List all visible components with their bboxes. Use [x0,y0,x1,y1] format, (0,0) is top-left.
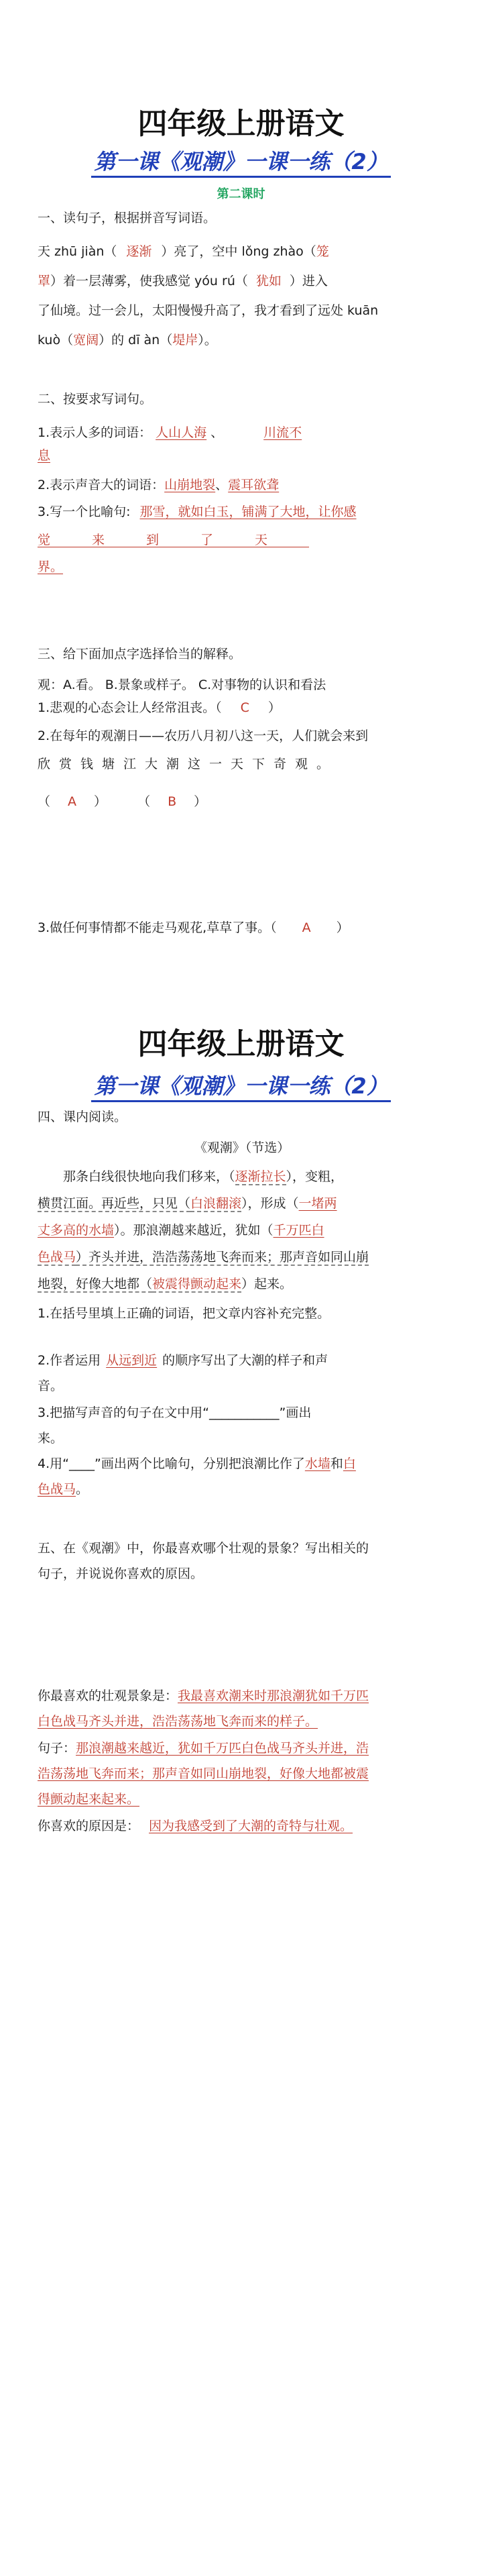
passage-text: ）。那浪潮越来越近，犹如（ [114,1223,274,1238]
answer-text: 千万匹白 [273,1223,324,1238]
lesson-subtitle-text: 第一课《观潮》一课一练（2） [91,149,390,178]
answer-text: 色战马 [38,1250,76,1265]
answer-text: 山崩地裂 [164,478,216,492]
q3-text: 3.做任何事情都不能走马观花,草草了事。（ [38,920,277,935]
q1-text: ）进入 [289,274,328,288]
answer-text: 逐渐 [126,244,152,259]
q5-sentence-c [38,1787,446,1811]
passage-line-4 [38,1245,446,1269]
answer-text: 浩荡荡地飞奔而来；那声音如同山崩地裂，好像大地都被震 [38,1766,369,1781]
q2-text: 1.表示人多的词语： [38,425,152,440]
q4-item-2 [38,1348,446,1373]
answer-text: 觉来到了天 [38,533,310,547]
q4-text: ”画出 [279,1405,312,1420]
passage-line-3 [38,1218,446,1242]
passage-line-2 [38,1191,446,1216]
q1-text: kuò（ [38,333,74,347]
page-title: 四年级上册语文 [137,1027,345,1061]
q2-text: 、 [215,478,229,492]
q4-text: 2.作者运用 [38,1353,101,1368]
q4-heading: 四、课内阅读。 [38,1110,127,1124]
answer-text: 息 [38,448,51,463]
session-label: 第二课时 [217,187,265,201]
answer-text: 人山人海 [156,425,207,440]
q3-text: 1.悲观的心态会让人经常沮丧。（ [38,700,222,715]
worksheet-page-2 [0,1006,482,2576]
passage-line-1 [38,1165,446,1189]
answer-text: 因为我感受到了大潮的奇特与壮观。 [149,1819,353,1833]
q4-item-3 [38,1401,446,1425]
q4-text: 4.用“____”画出两个比喻句，分别把浪潮比作了 [38,1456,305,1471]
answer-text: 白 [343,1456,356,1471]
answer-text: B [168,794,177,809]
lesson-subtitle [0,145,482,176]
worksheet-page-1 [0,0,482,1006]
q2-heading: 二、按要求写词句。 [38,392,153,407]
q3-heading: 三、给下面加点字选择恰当的解释。 [38,647,242,661]
q3-item-2: 2.在每年的观潮日——农历八月初八这一天，人们就会来到 [38,729,369,743]
q3-options: 观：A.看。 B.景象或样子。 C.对事物的认识和看法 [38,678,326,692]
q2-text: 2.表示声音大的词语： [38,478,165,492]
q4-item-4b [38,1477,446,1501]
passage-line-5 [38,1272,446,1296]
answer-text: C [240,700,249,715]
q3-item-2-answers: （ A ） （ B ） [38,794,207,809]
answer-text: 笼 [316,244,329,259]
answer-text: 我最喜欢潮来时那浪潮犹如千万匹 [178,1688,369,1703]
answer-text: 白色战马齐头并进，浩浩荡荡地飞奔而来的样子。 [38,1714,318,1729]
q4-text: 3.把描写声音的句子在文中用“ [38,1405,209,1420]
q3-text: ） [267,700,281,715]
q3-item-2b: 欣赏钱塘江大潮这一天下奇观。 [38,757,339,771]
passage-text: 地裂，好像大地都（ [38,1277,153,1291]
answer-text: 被震得颤动起来 [152,1277,242,1291]
answer-text: 丈多高的水墙 [38,1223,115,1238]
answer-text: 震耳欲聋 [228,478,280,492]
q3-text: ） [336,920,349,935]
q4-text: 。 [76,1482,89,1497]
q2-line-3c [38,557,446,577]
q1-heading: 一、读句子，根据拼音写词语。 [38,211,217,225]
q5-scene [38,1684,446,1708]
passage-text: ），形成（ [241,1196,299,1211]
answer-text: 宽阔 [73,333,99,347]
q3-item-1 [38,698,446,718]
q4-item-4 [38,1452,446,1476]
answer-text: 川流不 [263,425,302,440]
answer-text: 逐渐拉长 [235,1169,286,1184]
passage-title: 《观潮》（节选） [194,1140,290,1155]
q5-label: 你喜欢的原因是： [38,1819,140,1833]
q5-heading: 五、在《观潮》中，你最喜欢哪个壮观的景象？写出相关的 [38,1541,369,1556]
q5-sentence [38,1736,446,1760]
q2-line-3b [38,530,446,550]
answer-text: 那浪潮越来越近，犹如千万匹白色战马齐头并进，浩 [76,1741,369,1756]
q1-text: ）着一层薄雾，使我感觉 yóu rú（ [50,274,248,288]
q2-line-1b [38,445,446,466]
q1-text: ）。 [198,333,217,347]
q1-line-2 [38,271,446,291]
answer-text: A [302,920,311,935]
q4-item-2b: 音。 [38,1379,64,1393]
answer-text: 界。 [38,559,64,574]
answer-text: 从远到近 [106,1353,158,1368]
answer-text: 那雪，就如白玉，铺满了大地，让你感 [139,504,357,519]
q1-line-3: 了仙境。过一会儿，太阳慢慢升高了，我才看到了远处 kuān [38,303,379,318]
lesson-subtitle [0,1069,482,1100]
answer-text: 一堵两 [298,1196,337,1211]
q1-line-4 [38,330,446,350]
q2-line-2 [38,475,446,495]
q4-item-1: 1.在括号里填上正确的词语，把文章内容补充完整。 [38,1306,330,1321]
q1-text: 天 zhū jiàn（ [38,244,117,259]
answer-text: 堤岸 [172,333,198,347]
q5-scene-b [38,1709,446,1733]
q2-line-1 [38,423,446,443]
answer-text: 白浪翻滚 [190,1196,242,1211]
passage-text: 那条白线很快地向我们移来，（ [63,1169,235,1184]
q2-text: 3.写一个比喻句: [38,504,131,519]
q1-text: ）的 dī àn（ [99,333,173,347]
blank-line: ___________ [208,1405,280,1420]
answer-text: 罩 [38,274,51,288]
passage-text: ）齐头并进，浩浩荡荡地飞奔而来；那声音如同山崩 [76,1250,369,1265]
q1-text: ）亮了，空中 lǒng zhào（ [161,244,316,259]
lesson-subtitle-text: 第一课《观潮》一课一练（2） [91,1073,390,1102]
q5-label: 句子： [38,1741,76,1756]
answer-text: 水墙 [304,1456,330,1471]
q5-sentence-b [38,1762,446,1786]
page-title: 四年级上册语文 [137,107,345,141]
q4-text: 的顺序写出了大潮的样子和声 [162,1353,328,1368]
q5-reason [38,1814,446,1838]
q2-line-3 [38,502,446,522]
passage-text: 横贯江面。再近些，只见（ [38,1196,191,1211]
answer-text: A [68,794,77,809]
q2-text: 、 [210,425,224,440]
passage-text: ）起来。 [241,1277,293,1291]
q4-item-3b: 来。 [38,1431,64,1446]
answer-text: 犹如 [255,274,282,288]
q4-text: 和 [330,1456,343,1471]
answer-text: 得颤动起来起来。 [38,1792,140,1807]
q5-label: 你最喜欢的壮观景象是： [38,1688,178,1703]
q5-heading-b: 句子，并说说你喜欢的原因。 [38,1566,204,1581]
q3-item-3 [38,918,446,938]
passage-text: ），变粗， [286,1169,344,1184]
answer-text: 色战马 [38,1482,76,1497]
q1-line-1 [38,241,446,262]
